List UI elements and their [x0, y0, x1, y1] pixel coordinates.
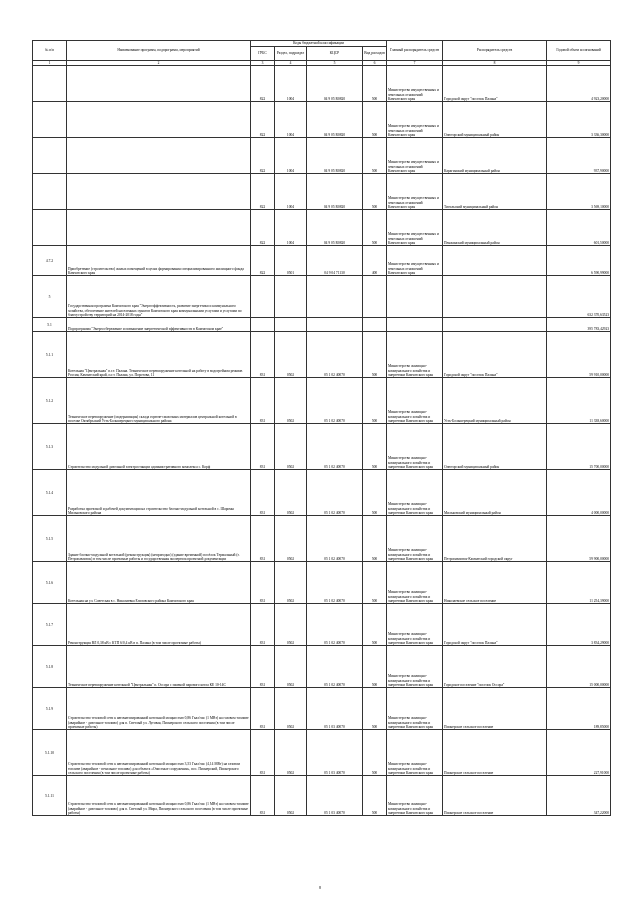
row-main-manager: Министерство жилищно-коммунального хозяйства и энергетики Камчатского края	[387, 730, 443, 776]
row-main-manager: Министерство жилищно-коммунального хозяйства и энергетики Камчатского края	[387, 470, 443, 516]
row-number: 5.1.8	[33, 646, 67, 688]
row-grbs	[251, 318, 275, 332]
row-number	[33, 174, 67, 210]
row-main-manager	[387, 276, 443, 318]
row-number: 5.1.1	[33, 332, 67, 378]
row-amount: 4 923,20000	[547, 66, 611, 102]
table-row	[33, 332, 611, 378]
row-razdel: 1004	[275, 138, 307, 174]
row-name: Государственная программа Камчатского края "Энергоэффективность, развитие энергетики и коммунального хозяйства, обеспечение жителей населенных пунктов Камчатского края коммунальными услугами и услугами по благоустройству территорий на 2014-2018 годы"	[67, 276, 251, 318]
row-ksr: 04 9 05 R0820	[307, 66, 363, 102]
row-ksr: 05 1 02 40070	[307, 424, 363, 470]
row-main-manager: Министерство жилищно-коммунального хозяйства и энергетики Камчатского края	[387, 604, 443, 646]
row-vr: 500	[363, 138, 387, 174]
row-name: Здание блочно-модульной котельной (реконструкция) (непригодно) (здание временной) посёлок Термальный (г. Петропавловск) в том числе проектные работы и государственная экспертиза проектной документации	[67, 516, 251, 562]
row-ksr: 04 9 05 R0820	[307, 174, 363, 210]
row-recipient: Олюторский муниципальный район	[443, 102, 547, 138]
row-amount: 4 000,00000	[547, 470, 611, 516]
row-name	[67, 138, 251, 174]
row-vr: 500	[363, 66, 387, 102]
row-name	[67, 174, 251, 210]
row-grbs: 822	[251, 102, 275, 138]
row-vr: 500	[363, 688, 387, 730]
table-row	[33, 604, 611, 646]
row-ksr	[307, 318, 363, 332]
row-razdel: 0502	[275, 424, 307, 470]
row-recipient: Петропавловск-Камчатский городской округ	[443, 516, 547, 562]
row-main-manager: Министерство жилищно-коммунального хозяйства и энергетики Камчатского края	[387, 776, 443, 816]
row-ksr: 04 9 05 R0820	[307, 210, 363, 246]
row-name	[67, 102, 251, 138]
row-number: 5.1.11	[33, 776, 67, 816]
header-main-manager: Главный распорядитель средств	[387, 41, 443, 61]
row-name: Строительство тепловой сети к автоматизированной котельной мощностью 3,53 Гкал/час (4,14 МВт) на газовом топливе (аварийное - печальное топливо) для объекта «Очистные сооружения», пос. Пионерский, Пионерского сельского поселения (в том числе проектные работы)	[67, 730, 251, 776]
row-recipient: Городской округ "поселок Палана"	[443, 66, 547, 102]
table-row	[33, 138, 611, 174]
row-number: 5.1.6	[33, 562, 67, 604]
row-ksr: 05 1 02 40070	[307, 604, 363, 646]
row-number: 5.1.9	[33, 688, 67, 730]
row-amount: 3 834,29000	[547, 604, 611, 646]
row-ksr: 05 1 02 40070	[307, 378, 363, 424]
row-number	[33, 102, 67, 138]
table-row	[33, 516, 611, 562]
row-razdel: 1004	[275, 66, 307, 102]
header-razdel: Раздел, подраздел	[275, 47, 307, 61]
row-vr: 500	[363, 210, 387, 246]
row-vr: 500	[363, 424, 387, 470]
row-ksr: 05 1 02 40070	[307, 470, 363, 516]
row-grbs: 831	[251, 688, 275, 730]
row-recipient: Карагинский муниципальный район	[443, 138, 547, 174]
row-name: Котельная на ул. Советская в с. Николаевка Елизовского района Камчатского края	[67, 562, 251, 604]
row-amount: 59 900,00000	[547, 516, 611, 562]
header-grbs: ГРБС	[251, 47, 275, 61]
row-razdel: 1004	[275, 174, 307, 210]
row-grbs: 831	[251, 378, 275, 424]
row-grbs: 822	[251, 174, 275, 210]
row-ksr: 04 9 05 R0820	[307, 102, 363, 138]
row-ksr	[307, 276, 363, 318]
row-razdel: 0502	[275, 776, 307, 816]
row-recipient: Пионерское сельское поселение	[443, 688, 547, 730]
row-recipient: Пионерское сельское поселение	[443, 776, 547, 816]
table-row	[33, 276, 611, 318]
table-row	[33, 730, 611, 776]
table-body	[33, 66, 611, 816]
row-vr: 500	[363, 562, 387, 604]
row-number: 5.1.2	[33, 378, 67, 424]
row-main-manager: Министерство имущественных и земельных отношений Камчатского края	[387, 174, 443, 210]
row-razdel: 1004	[275, 102, 307, 138]
row-ksr: 05 1 02 40070	[307, 516, 363, 562]
row-name: Строительство тепловой сети к автоматизированной котельной мощностью 0,86 Гкал/час (1 МВт) на газовом топливе (аварийное - дизельное топливо) для п. Светлый ул. Луговая, Пионерского сельского поселения (в том числе проектные работы)	[67, 688, 251, 730]
row-vr	[363, 276, 387, 318]
column-number: 7	[387, 61, 443, 66]
row-recipient: Мильковский муниципальный район	[443, 470, 547, 516]
row-ksr: 04 9 05 R0820	[307, 138, 363, 174]
row-vr: 500	[363, 730, 387, 776]
row-ksr: 04 9 04 71130	[307, 246, 363, 276]
column-number: 8	[443, 61, 547, 66]
row-vr: 500	[363, 604, 387, 646]
row-name: Техническое перевооружение (модернизация) склада горюче-смазочных материалов центральной котельной в поселке Октябрьский Усть-Большерецкого муниципального района	[67, 378, 251, 424]
row-main-manager: Министерство жилищно-коммунального хозяйства и энергетики Камчатского края	[387, 378, 443, 424]
row-recipient: Тигильский муниципальный район	[443, 174, 547, 210]
row-main-manager: Министерство имущественных и земельных отношений Камчатского края	[387, 138, 443, 174]
row-razdel: 0502	[275, 646, 307, 688]
row-grbs: 831	[251, 516, 275, 562]
row-recipient: Городской округ "поселок Палана"	[443, 332, 547, 378]
header-name: Наименование программ, подпрограмм, мероприятий	[67, 41, 251, 61]
row-grbs: 831	[251, 730, 275, 776]
row-recipient	[443, 318, 547, 332]
row-number: 4.7.2	[33, 246, 67, 276]
row-number: 5	[33, 276, 67, 318]
row-number	[33, 210, 67, 246]
table-row	[33, 174, 611, 210]
row-name: Разработка проектной и рабочей документации на строительство блочно-модульной котельной в с. Шаромы Мильковского района	[67, 470, 251, 516]
row-grbs: 831	[251, 470, 275, 516]
row-amount: 11 254,39000	[547, 562, 611, 604]
table-row	[33, 246, 611, 276]
row-razdel: 0502	[275, 516, 307, 562]
row-amount: 15 000,00000	[547, 646, 611, 688]
row-recipient: Пионерское сельское поселение	[443, 730, 547, 776]
column-number: 9	[547, 61, 611, 66]
row-vr: 500	[363, 646, 387, 688]
row-razdel	[275, 276, 307, 318]
row-name: Реконструкция ВЛ 0,38 кВ с КТП 6/0,4 кВ в п. Палана (в том числе проектные работы)	[67, 604, 251, 646]
row-main-manager: Министерство имущественных и земельных отношений Камчатского края	[387, 102, 443, 138]
row-name: Строительство тепловой сети к автоматизированной котельной мощностью 0,86 Гкал/час (1 МВт) на газовом топливе (аварийное - дизельное топливо) для п. Светлый ул. Мира, Пионерского сельского поселения (в том числе проектные работы)	[67, 776, 251, 816]
row-name: Котельная "Центральная" п.г.т. Палана. Техническое перевооружение котельной на работу в водогрейном режиме. Россия, Камчатский край, п.г.т. Палана, ул. Поротова, 11	[67, 332, 251, 378]
column-number: 4	[275, 61, 307, 66]
row-name: Техническое перевооружение котельной "Центральная" п. Оссора с заменой парового котла КЕ 10-14С	[67, 646, 251, 688]
row-vr: 500	[363, 174, 387, 210]
row-main-manager: Министерство имущественных и земельных отношений Камчатского края	[387, 246, 443, 276]
row-main-manager: Министерство жилищно-коммунального хозяйства и энергетики Камчатского края	[387, 688, 443, 730]
row-main-manager: Министерство имущественных и земельных отношений Камчатского края	[387, 66, 443, 102]
row-recipient: Усть-Большерецкий муниципальный район	[443, 378, 547, 424]
row-amount: 3 569,10000	[547, 174, 611, 210]
row-amount: 395 783,42923	[547, 318, 611, 332]
column-number: 5	[307, 61, 363, 66]
header-codes-group: Коды бюджетной классификации	[251, 41, 387, 47]
header-vr: Вид расходов	[363, 47, 387, 61]
row-razdel: 0502	[275, 688, 307, 730]
row-main-manager: Министерство жилищно-коммунального хозяйства и энергетики Камчатского края	[387, 646, 443, 688]
header-total: Годовой объем ассигнований	[547, 41, 611, 61]
column-number: 3	[251, 61, 275, 66]
row-recipient: Пенжинский муниципальный район	[443, 210, 547, 246]
row-name: Приобретение (строительство) жилых помещений в целях формирования специализированного жилищного фонда Камчатского края	[67, 246, 251, 276]
row-ksr: 05 1 03 40070	[307, 730, 363, 776]
row-grbs: 831	[251, 562, 275, 604]
row-number: 5.1.5	[33, 516, 67, 562]
row-main-manager: Министерство жилищно-коммунального хозяйства и энергетики Камчатского края	[387, 332, 443, 378]
row-razdel	[275, 318, 307, 332]
table-row	[33, 562, 611, 604]
row-name	[67, 210, 251, 246]
table-row	[33, 210, 611, 246]
row-number: 5.1.10	[33, 730, 67, 776]
table-row	[33, 776, 611, 816]
row-amount: 227,91000	[547, 730, 611, 776]
row-recipient	[443, 246, 547, 276]
row-vr: 500	[363, 776, 387, 816]
header-num: № п/п	[33, 41, 67, 61]
row-recipient: Николаевское сельское поселение	[443, 562, 547, 604]
table-row	[33, 646, 611, 688]
row-amount: 59 910,00000	[547, 332, 611, 378]
row-name: Подпрограмма "Энергосбережение и повышение энергетической эффективности в Камчатском крае"	[67, 318, 251, 332]
row-grbs: 822	[251, 66, 275, 102]
row-recipient: Олюторский муниципальный район	[443, 424, 547, 470]
header-ksr: КЦСР	[307, 47, 363, 61]
row-main-manager: Министерство жилищно-коммунального хозяйства и энергетики Камчатского края	[387, 424, 443, 470]
row-name	[67, 66, 251, 102]
table-row	[33, 318, 611, 332]
row-number: 5.1	[33, 318, 67, 332]
row-ksr: 05 1 02 40070	[307, 562, 363, 604]
row-ksr: 05 1 03 40070	[307, 776, 363, 816]
row-vr: 500	[363, 378, 387, 424]
row-ksr: 05 1 03 40070	[307, 688, 363, 730]
row-main-manager	[387, 318, 443, 332]
row-number	[33, 66, 67, 102]
row-razdel: 0502	[275, 470, 307, 516]
row-amount: 189,85000	[547, 688, 611, 730]
row-razdel: 0502	[275, 562, 307, 604]
row-razdel: 0502	[275, 604, 307, 646]
row-ksr: 05 1 02 40070	[307, 646, 363, 688]
row-amount: 632 370,63523	[547, 276, 611, 318]
row-main-manager: Министерство жилищно-коммунального хозяйства и энергетики Камчатского края	[387, 516, 443, 562]
row-razdel: 0502	[275, 730, 307, 776]
column-number: 2	[67, 61, 251, 66]
row-grbs: 831	[251, 604, 275, 646]
row-amount: 937,90000	[547, 138, 611, 174]
row-number	[33, 138, 67, 174]
row-number: 5.1.4	[33, 470, 67, 516]
table-row	[33, 378, 611, 424]
row-razdel: 1004	[275, 210, 307, 246]
row-amount: 601,50000	[547, 210, 611, 246]
row-recipient: Городское поселение "поселок Оссора"	[443, 646, 547, 688]
page-number: 8	[319, 885, 321, 890]
row-name: Строительство модульной дизельной электростанции административного комплекса с. Корф	[67, 424, 251, 470]
table-row	[33, 470, 611, 516]
row-main-manager: Министерство имущественных и земельных отношений Камчатского края	[387, 210, 443, 246]
row-number: 5.1.7	[33, 604, 67, 646]
row-vr: 500	[363, 332, 387, 378]
row-grbs: 822	[251, 210, 275, 246]
row-amount: 347,22000	[547, 776, 611, 816]
row-amount: 15 700,00000	[547, 424, 611, 470]
row-vr: 400	[363, 246, 387, 276]
row-grbs: 831	[251, 332, 275, 378]
table-row	[33, 688, 611, 730]
row-number: 5.1.3	[33, 424, 67, 470]
row-grbs: 831	[251, 424, 275, 470]
table-row	[33, 102, 611, 138]
row-amount: 3 336,30000	[547, 102, 611, 138]
row-razdel: 0501	[275, 246, 307, 276]
row-ksr: 05 1 02 40070	[307, 332, 363, 378]
budget-table	[32, 40, 611, 816]
column-number: 6	[363, 61, 387, 66]
row-grbs: 831	[251, 646, 275, 688]
row-amount: 6 590,99000	[547, 246, 611, 276]
row-grbs: 831	[251, 776, 275, 816]
table-row	[33, 66, 611, 102]
row-vr	[363, 318, 387, 332]
row-razdel: 0502	[275, 332, 307, 378]
row-vr: 500	[363, 102, 387, 138]
row-amount: 11 338,60000	[547, 378, 611, 424]
row-grbs	[251, 276, 275, 318]
row-vr: 500	[363, 516, 387, 562]
table-header	[33, 41, 611, 66]
column-number: 1	[33, 61, 67, 66]
row-recipient	[443, 276, 547, 318]
row-main-manager: Министерство жилищно-коммунального хозяйства и энергетики Камчатского края	[387, 562, 443, 604]
table-row	[33, 424, 611, 470]
row-grbs: 822	[251, 138, 275, 174]
row-vr: 500	[363, 470, 387, 516]
row-razdel: 0502	[275, 378, 307, 424]
row-grbs: 822	[251, 246, 275, 276]
header-recipient: Распорядитель средств	[443, 41, 547, 61]
row-recipient: Городской округ "поселок Палана"	[443, 604, 547, 646]
